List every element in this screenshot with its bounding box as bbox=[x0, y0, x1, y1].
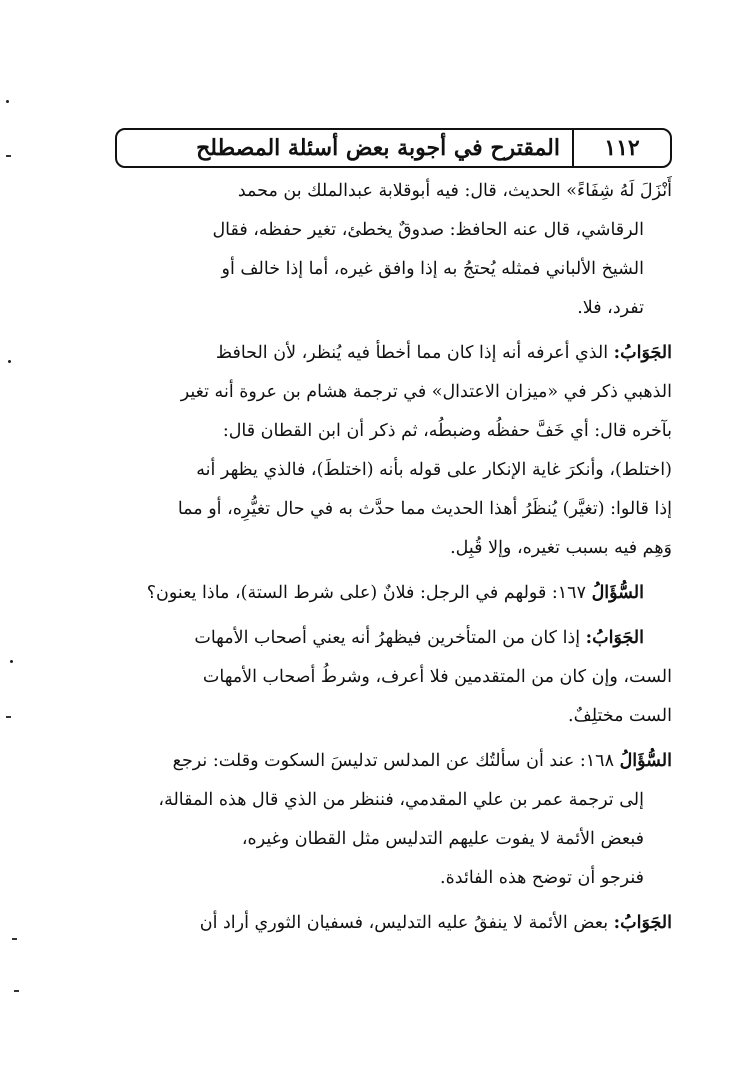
book-title: المقترح في أجوبة بعض أسئلة المصطلح bbox=[196, 135, 560, 161]
line-text: الشيخ الألباني فمثله يُحتجُ به إذا وافق غيره، أما إذا خالف أو bbox=[221, 259, 644, 279]
text-line bbox=[112, 904, 672, 943]
text-line bbox=[112, 859, 672, 898]
margin-mark bbox=[12, 938, 17, 940]
text-line bbox=[112, 490, 672, 529]
text-line bbox=[112, 619, 672, 658]
text-line bbox=[112, 451, 672, 490]
margin-mark bbox=[14, 990, 19, 992]
section-lead: الجَوَابُ: bbox=[613, 913, 672, 933]
line-text: إذا كان من المتأخرين فيظهرُ أنه يعني أصحاب الأمهات bbox=[194, 628, 586, 648]
line-text: فبعض الأئمة لا يفوت عليهم التدليس مثل القطان وغيره، bbox=[241, 829, 644, 849]
line-text: الست، وإن كان من المتقدمين فلا أعرف، وشرطُ أصحاب الأمهات bbox=[202, 667, 672, 687]
page-body bbox=[112, 172, 672, 943]
line-text: الذي أعرفه أنه إذا كان مما أخطأ فيه يُنظر، لأن الحافظ bbox=[215, 343, 614, 363]
margin-mark bbox=[6, 716, 11, 718]
text-line bbox=[112, 697, 672, 736]
line-text: الذهبي ذكر في «ميزان الاعتدال» في ترجمة هشام بن عروة أنه تغير bbox=[180, 382, 672, 402]
margin-mark bbox=[10, 660, 13, 663]
line-text: بعض الأئمة لا ينفقُ عليه التدليس، فسفيان الثوري أراد أن bbox=[199, 913, 614, 933]
line-text: الرقاشي، قال عنه الحافظ: صدوقٌ يخطئ، تغير حفظه، فقال bbox=[212, 220, 644, 240]
section-lead: السُّؤَالُ bbox=[591, 583, 644, 603]
text-line bbox=[112, 820, 672, 859]
text-line bbox=[112, 658, 672, 697]
line-text: أَنْزَلَ لَهُ شِفَاءً» الحديث، قال: فيه أبوقلابة عبدالملك بن محمد bbox=[237, 181, 672, 201]
margin-mark bbox=[8, 360, 11, 363]
line-text: ١٦٧: قولهم في الرجل: فلانٌ (على شرط الستة)، ماذا يعنون؟ bbox=[146, 583, 592, 603]
text-line bbox=[112, 373, 672, 412]
text-line bbox=[112, 211, 672, 250]
section-lead: الجَوَابُ: bbox=[585, 628, 644, 648]
text-line bbox=[112, 529, 672, 568]
line-text: الست مختلِفٌ. bbox=[568, 706, 672, 726]
line-text: بآخره قال: أي خَفَّ حفظُه وضبطُه، ثم ذكر أن ابن القطان قال: bbox=[222, 421, 672, 441]
running-header bbox=[115, 128, 672, 168]
line-text: (اختلط)، وأنكرَ غاية الإنكار على قوله بأنه (اختلطَ)، فالذي يظهر أنه bbox=[196, 460, 672, 480]
page-number: ١١٢ bbox=[572, 130, 670, 166]
text-line bbox=[112, 412, 672, 451]
text-line bbox=[112, 334, 672, 373]
line-text: وَهِم فيه بسبب تغيره، وإلا قُبِل. bbox=[450, 538, 672, 558]
section-lead: السُّؤَالُ bbox=[619, 751, 672, 771]
line-text: تفرد، فلا. bbox=[577, 298, 644, 318]
line-text: ١٦٨: عند أن سألتُك عن المدلس تدليسَ السكوت وقلت: نرجع bbox=[172, 751, 620, 771]
text-line bbox=[112, 781, 672, 820]
line-text: فنرجو أن توضح هذه الفائدة. bbox=[440, 868, 644, 888]
line-text: إذا قالوا: (تغيَّر) يُنظَرُ أهذا الحديث مما حدَّث به في حال تغيُّرِه، أو مما bbox=[177, 499, 672, 519]
text-line bbox=[112, 742, 672, 781]
text-line bbox=[112, 250, 672, 289]
text-line bbox=[112, 289, 672, 328]
margin-mark bbox=[6, 100, 9, 103]
text-line bbox=[112, 574, 672, 613]
section-lead: الجَوَابُ: bbox=[613, 343, 672, 363]
margin-mark bbox=[6, 155, 11, 157]
text-line bbox=[112, 172, 672, 211]
line-text: إلى ترجمة عمر بن علي المقدمي، فننظر من الذي قال هذه المقالة، bbox=[158, 790, 644, 810]
